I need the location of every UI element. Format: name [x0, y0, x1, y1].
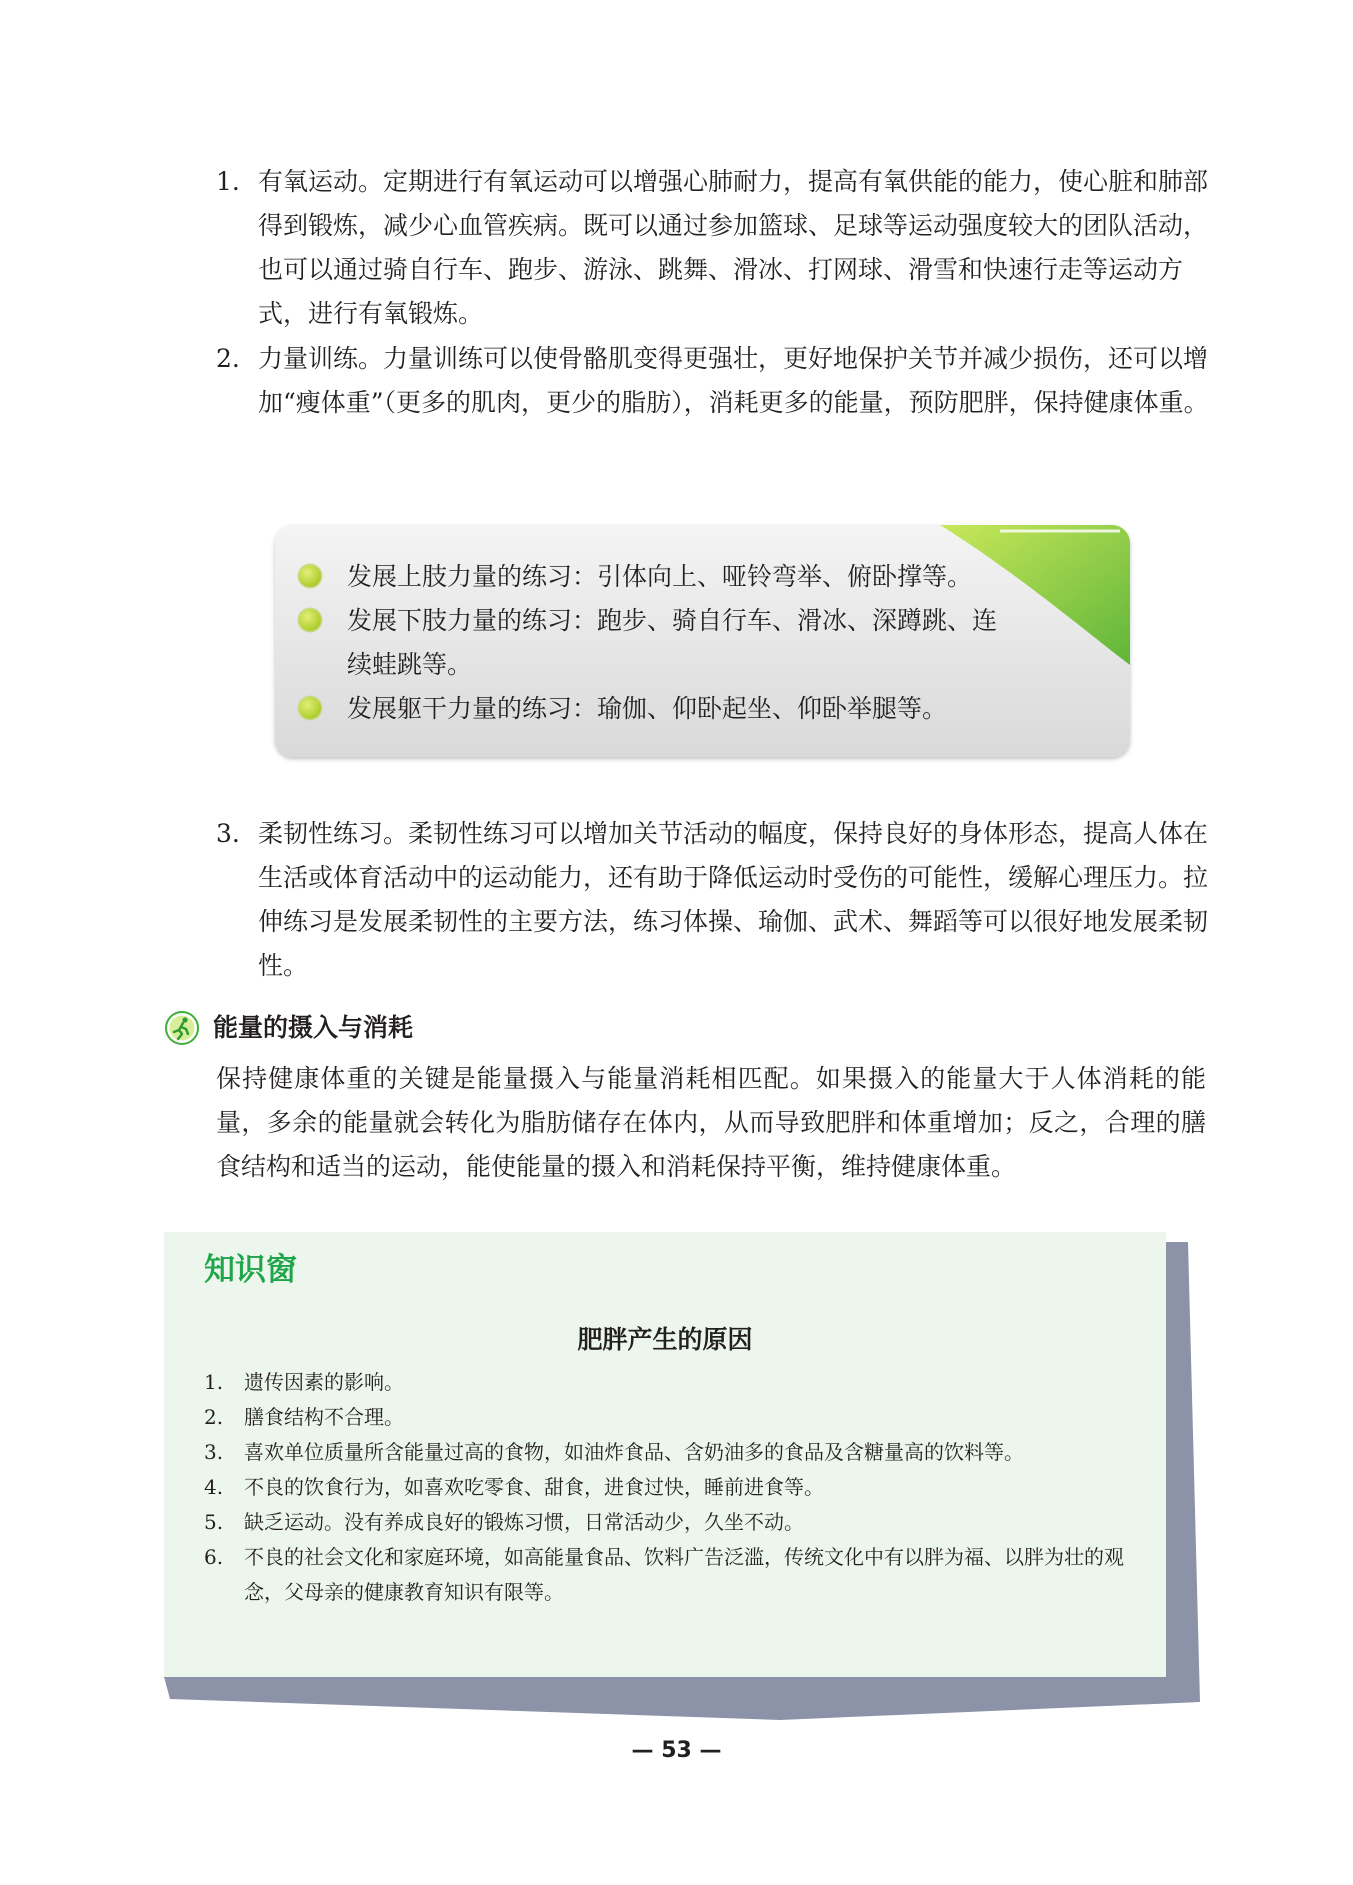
bullet-dot-icon	[299, 565, 321, 587]
item-text: 喜欢单位质量所含能量过高的食物，如油炸食品、含奶油多的食品及含糖量高的饮料等。	[244, 1440, 1024, 1464]
item-text: 柔韧性练习。柔韧性练习可以增加关节活动的幅度，保持良好的身体形态，提高人体在生活或体育活动中的运动能力，还有助于降低运动时受伤的可能性，缓解心理压力。拉伸练习是发展柔韧性的主要方法，练习体操、瑜伽、武术、舞蹈等可以很好地发展柔韧性。	[258, 819, 1209, 980]
bullet-text: 发展躯干力量的练习：瑜伽、仰卧起坐、仰卧举腿等。	[347, 694, 948, 723]
item-text: 力量训练。力量训练可以使骨骼肌变得更强壮，更好地保护关节并减少损伤，还可以增加“瘦体重”（更多的肌肉，更少的脂肪），消耗更多的能量，预防肥胖，保持健康体重。	[258, 344, 1209, 417]
item-number: 3.	[216, 819, 240, 848]
knowledge-window-subtitle: 肥胖产生的原因	[577, 1325, 753, 1354]
item-number: 5.	[204, 1510, 224, 1534]
list-item	[204, 1470, 1124, 1505]
list-item	[204, 1505, 1124, 1540]
obesity-causes-list	[204, 1365, 1124, 1610]
list-item-flexibility	[216, 812, 1216, 988]
bullet-text: 发展下肢力量的练习：跑步、骑自行车、滑冰、深蹲跳、连续蛙跳等。	[347, 606, 998, 679]
list-item-aerobic	[216, 160, 1216, 336]
list-item	[297, 555, 997, 599]
list-item	[204, 1400, 1124, 1435]
item-text: 不良的饮食行为，如喜欢吃零食、甜食，进食过快，睡前进食等。	[244, 1475, 824, 1499]
item-text: 不良的社会文化和家庭环境，如高能量食品、饮料广告泛滥，传统文化中有以胖为福、以胖为壮的观念，父母亲的健康教育知识有限等。	[244, 1545, 1124, 1604]
item-number: 6.	[204, 1545, 224, 1569]
list-item-strength	[216, 337, 1216, 425]
item-text: 遗传因素的影响。	[244, 1370, 404, 1394]
list-item	[204, 1365, 1124, 1400]
list-item	[204, 1435, 1124, 1470]
item-number: 3.	[204, 1440, 224, 1464]
item-number: 2.	[216, 344, 240, 373]
section-title: 能量的摄入与消耗	[213, 1013, 414, 1042]
item-number: 1.	[216, 167, 240, 196]
page-number: — 53 —	[631, 1738, 722, 1763]
bullet-dot-icon	[299, 609, 321, 631]
item-number: 1.	[204, 1370, 224, 1394]
item-text: 有氧运动。定期进行有氧运动可以增强心肺耐力，提高有氧供能的能力，使心脏和肺部得到锻炼，减少心血管疾病。既可以通过参加篮球、足球等运动强度较大的团队活动，也可以通过骑自行车、跑步、游泳、跳舞、滑冰、打网球、滑雪和快速行走等运动方式，进行有氧锻炼。	[258, 167, 1209, 328]
strength-exercises-panel	[275, 525, 1130, 757]
item-number: 4.	[204, 1475, 224, 1499]
strength-bullet-list	[297, 555, 997, 731]
list-item	[204, 1540, 1124, 1610]
bullet-dot-icon	[299, 697, 321, 719]
knowledge-window-label: 知识窗	[204, 1252, 297, 1288]
list-item	[297, 599, 997, 687]
runner-icon	[164, 1010, 200, 1046]
list-item	[297, 687, 997, 731]
item-number: 2.	[204, 1405, 224, 1429]
item-text: 膳食结构不合理。	[244, 1405, 404, 1429]
section-paragraph: 保持健康体重的关键是能量摄入与能量消耗相匹配。如果摄入的能量大于人体消耗的能量，多余的能量就会转化为脂肪储存在体内，从而导致肥胖和体重增加；反之，合理的膳食结构和适当的运动，能使能量的摄入和消耗保持平衡，维持健康体重。	[216, 1064, 1206, 1181]
bullet-text: 发展上肢力量的练习：引体向上、哑铃弯举、俯卧撑等。	[347, 562, 973, 591]
item-text: 缺乏运动。没有养成良好的锻炼习惯，日常活动少，久坐不动。	[244, 1510, 804, 1534]
